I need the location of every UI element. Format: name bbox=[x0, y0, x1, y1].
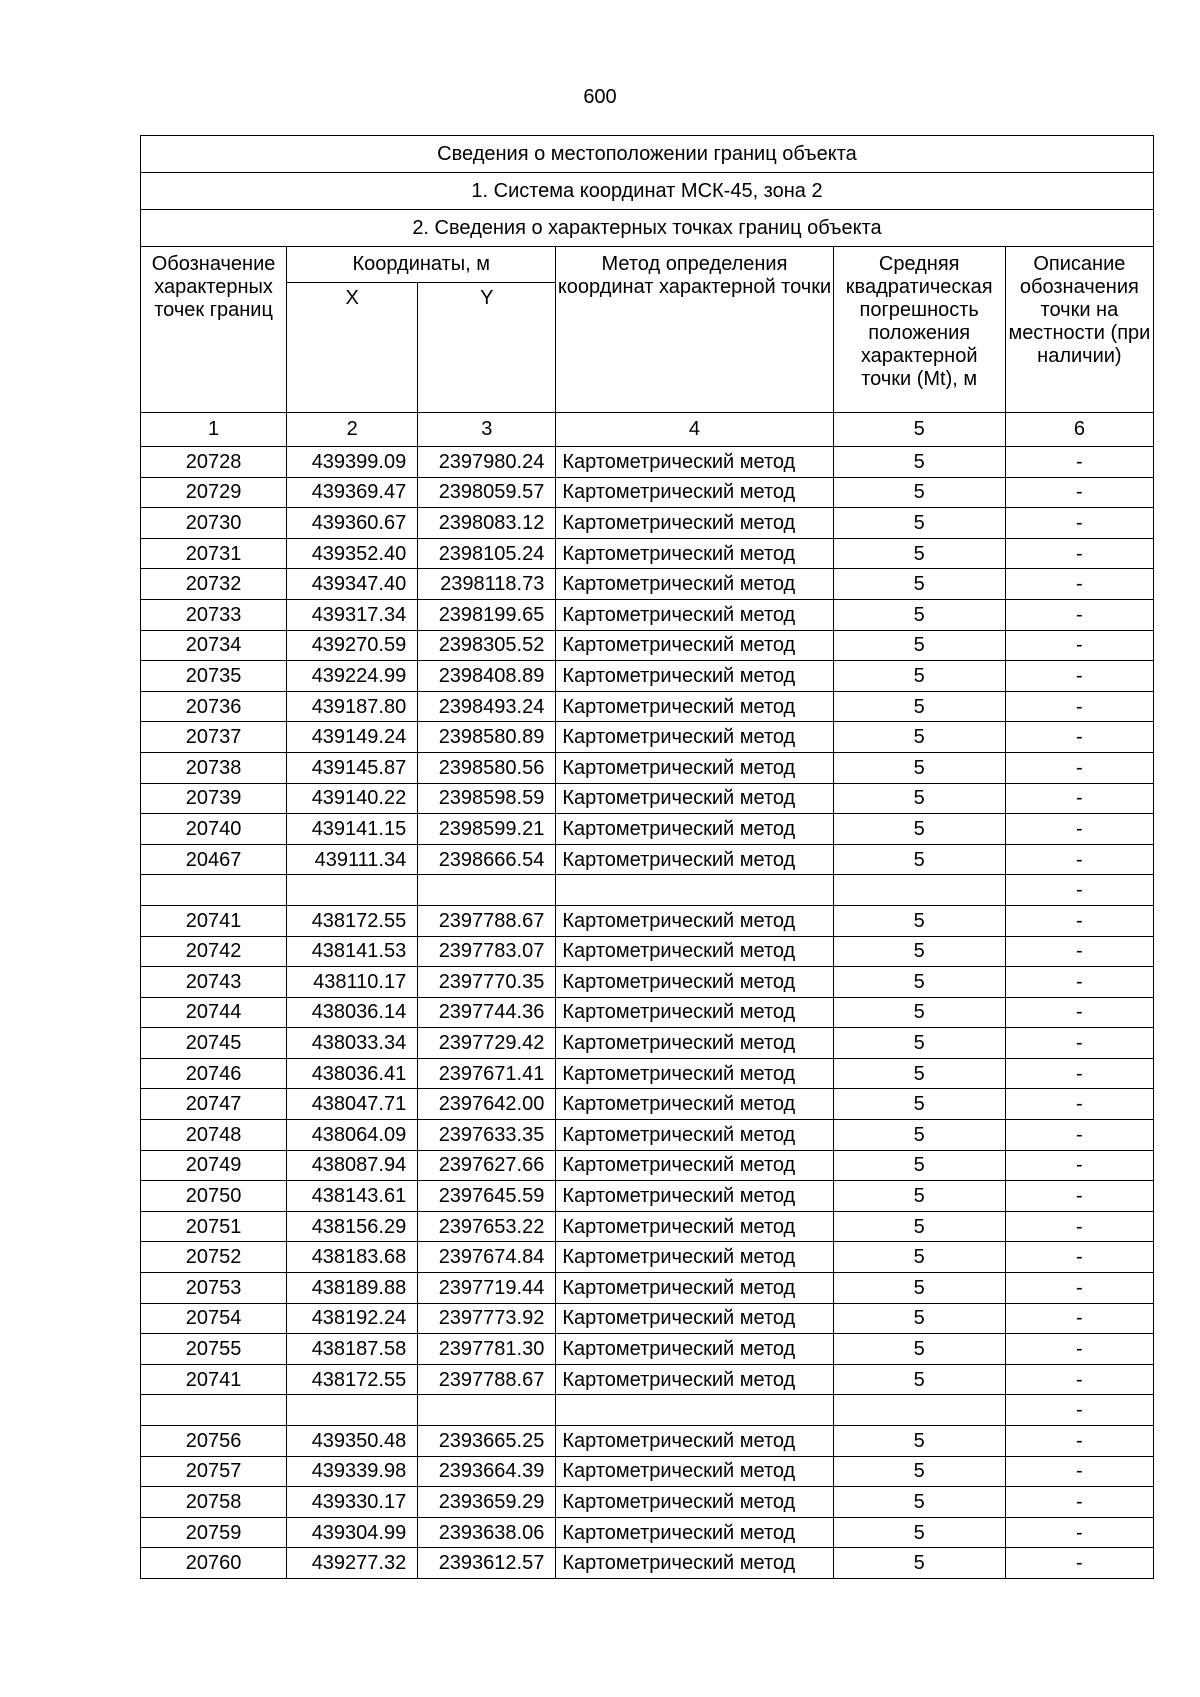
method-cell: Картометрический метод bbox=[556, 1456, 833, 1487]
y-coordinate-cell: 2397788.67 bbox=[418, 1364, 556, 1395]
table-row bbox=[141, 538, 1154, 569]
x-coordinate-cell: 438172.55 bbox=[287, 1364, 418, 1395]
method-cell: Картометрический метод bbox=[556, 997, 833, 1028]
column-number: 3 bbox=[418, 413, 556, 447]
point-id-cell: 20738 bbox=[141, 752, 287, 783]
method-cell: Картометрический метод bbox=[556, 936, 833, 967]
column-number: 4 bbox=[556, 413, 833, 447]
y-coordinate-cell: 2398598.59 bbox=[418, 783, 556, 814]
method-cell: Картометрический метод bbox=[556, 508, 833, 539]
description-cell: - bbox=[1005, 1058, 1153, 1089]
description-cell: - bbox=[1005, 1334, 1153, 1365]
table-row bbox=[141, 1058, 1154, 1089]
point-id-cell: 20731 bbox=[141, 538, 287, 569]
y-coordinate-cell: 2397645.59 bbox=[418, 1181, 556, 1212]
table-row bbox=[141, 1120, 1154, 1151]
description-cell: - bbox=[1005, 1517, 1153, 1548]
mean-error-cell: 5 bbox=[833, 477, 1005, 508]
y-coordinate-cell: 2398105.24 bbox=[418, 538, 556, 569]
table-body bbox=[141, 136, 1154, 1579]
method-cell: Картометрический метод bbox=[556, 630, 833, 661]
table-row bbox=[141, 661, 1154, 692]
y-coordinate-cell: 2398408.89 bbox=[418, 661, 556, 692]
point-id-cell: 20728 bbox=[141, 447, 287, 478]
x-coordinate-cell: 438047.71 bbox=[287, 1089, 418, 1120]
mean-error-cell: 5 bbox=[833, 1456, 1005, 1487]
method-cell: Картометрический метод bbox=[556, 844, 833, 875]
description-cell: - bbox=[1005, 599, 1153, 630]
section-2-row bbox=[141, 210, 1154, 247]
method-cell: Картометрический метод bbox=[556, 1089, 833, 1120]
table-row bbox=[141, 722, 1154, 753]
description-cell: - bbox=[1005, 1364, 1153, 1395]
coordinate-system-heading: 1. Система координат МСК-45, зона 2 bbox=[141, 173, 1154, 210]
mean-error-cell: 5 bbox=[833, 1303, 1005, 1334]
description-cell: - bbox=[1005, 1242, 1153, 1273]
y-coordinate-cell: 2397773.92 bbox=[418, 1303, 556, 1334]
y-coordinate-cell: 2398599.21 bbox=[418, 814, 556, 845]
y-coordinate-cell: 2398199.65 bbox=[418, 599, 556, 630]
table-row bbox=[141, 997, 1154, 1028]
point-id-cell: 20747 bbox=[141, 1089, 287, 1120]
table-row bbox=[141, 875, 1154, 906]
x-coordinate-cell: 439352.40 bbox=[287, 538, 418, 569]
description-cell: - bbox=[1005, 538, 1153, 569]
x-coordinate-cell: 438087.94 bbox=[287, 1150, 418, 1181]
table-row bbox=[141, 1089, 1154, 1120]
header-method: Метод определения координат характерной точки bbox=[556, 247, 833, 413]
point-id-cell: 20737 bbox=[141, 722, 287, 753]
description-cell: - bbox=[1005, 722, 1153, 753]
column-number: 1 bbox=[141, 413, 287, 447]
description-cell: - bbox=[1005, 477, 1153, 508]
x-coordinate-cell: 438143.61 bbox=[287, 1181, 418, 1212]
x-coordinate-cell: 439145.87 bbox=[287, 752, 418, 783]
x-coordinate-cell: 439277.32 bbox=[287, 1548, 418, 1579]
mean-error-cell: 5 bbox=[833, 1211, 1005, 1242]
y-coordinate-cell: 2397674.84 bbox=[418, 1242, 556, 1273]
x-coordinate-cell: 438064.09 bbox=[287, 1120, 418, 1151]
description-cell: - bbox=[1005, 783, 1153, 814]
description-cell: - bbox=[1005, 1303, 1153, 1334]
point-id-cell: 20736 bbox=[141, 691, 287, 722]
header-row bbox=[141, 247, 1154, 283]
point-id-cell: 20743 bbox=[141, 967, 287, 998]
method-cell: Картометрический метод bbox=[556, 967, 833, 998]
mean-error-cell: 5 bbox=[833, 967, 1005, 998]
description-cell: - bbox=[1005, 1395, 1153, 1426]
description-cell: - bbox=[1005, 1089, 1153, 1120]
x-coordinate-cell: 439141.15 bbox=[287, 814, 418, 845]
x-coordinate-cell: 438187.58 bbox=[287, 1334, 418, 1365]
method-cell: Картометрический метод bbox=[556, 447, 833, 478]
point-id-cell: 20467 bbox=[141, 844, 287, 875]
description-cell: - bbox=[1005, 630, 1153, 661]
description-cell: - bbox=[1005, 569, 1153, 600]
point-id-cell: 20741 bbox=[141, 1364, 287, 1395]
section-1-row bbox=[141, 173, 1154, 210]
description-cell: - bbox=[1005, 905, 1153, 936]
y-coordinate-cell bbox=[418, 875, 556, 906]
mean-error-cell: 5 bbox=[833, 447, 1005, 478]
header-coordinates: Координаты, м bbox=[287, 247, 556, 283]
table-row bbox=[141, 814, 1154, 845]
description-cell: - bbox=[1005, 1456, 1153, 1487]
x-coordinate-cell: 439360.67 bbox=[287, 508, 418, 539]
point-id-cell: 20757 bbox=[141, 1456, 287, 1487]
mean-error-cell: 5 bbox=[833, 722, 1005, 753]
description-cell: - bbox=[1005, 844, 1153, 875]
column-number: 2 bbox=[287, 413, 418, 447]
method-cell: Картометрический метод bbox=[556, 1150, 833, 1181]
y-coordinate-cell: 2397729.42 bbox=[418, 1028, 556, 1059]
table-row bbox=[141, 1456, 1154, 1487]
description-cell: - bbox=[1005, 1426, 1153, 1457]
table-row bbox=[141, 508, 1154, 539]
description-cell: - bbox=[1005, 1120, 1153, 1151]
table-row bbox=[141, 1426, 1154, 1457]
description-cell: - bbox=[1005, 814, 1153, 845]
description-cell: - bbox=[1005, 1487, 1153, 1518]
table-row bbox=[141, 1028, 1154, 1059]
mean-error-cell: 5 bbox=[833, 1058, 1005, 1089]
method-cell: Картометрический метод bbox=[556, 477, 833, 508]
mean-error-cell: 5 bbox=[833, 1334, 1005, 1365]
x-coordinate-cell: 439347.40 bbox=[287, 569, 418, 600]
y-coordinate-cell: 2398580.56 bbox=[418, 752, 556, 783]
mean-error-cell: 5 bbox=[833, 661, 1005, 692]
y-coordinate-cell: 2393638.06 bbox=[418, 1517, 556, 1548]
table-row bbox=[141, 1211, 1154, 1242]
mean-error-cell: 5 bbox=[833, 1364, 1005, 1395]
boundary-points-table bbox=[140, 135, 1154, 1579]
table-row bbox=[141, 1548, 1154, 1579]
method-cell: Картометрический метод bbox=[556, 905, 833, 936]
point-id-cell: 20741 bbox=[141, 905, 287, 936]
column-numbers-row bbox=[141, 413, 1154, 447]
method-cell: Картометрический метод bbox=[556, 1548, 833, 1579]
point-id-cell: 20759 bbox=[141, 1517, 287, 1548]
x-coordinate-cell: 439317.34 bbox=[287, 599, 418, 630]
mean-error-cell: 5 bbox=[833, 630, 1005, 661]
method-cell: Картометрический метод bbox=[556, 599, 833, 630]
point-id-cell: 20752 bbox=[141, 1242, 287, 1273]
description-cell: - bbox=[1005, 752, 1153, 783]
x-coordinate-cell: 438189.88 bbox=[287, 1273, 418, 1304]
point-id-cell bbox=[141, 1395, 287, 1426]
mean-error-cell: 5 bbox=[833, 1120, 1005, 1151]
y-coordinate-cell: 2398666.54 bbox=[418, 844, 556, 875]
point-id-cell: 20730 bbox=[141, 508, 287, 539]
mean-error-cell: 5 bbox=[833, 783, 1005, 814]
mean-error-cell: 5 bbox=[833, 538, 1005, 569]
mean-error-cell: 5 bbox=[833, 1273, 1005, 1304]
method-cell: Картометрический метод bbox=[556, 722, 833, 753]
y-coordinate-cell: 2397744.36 bbox=[418, 997, 556, 1028]
mean-error-cell: 5 bbox=[833, 1089, 1005, 1120]
table-row bbox=[141, 783, 1154, 814]
y-coordinate-cell: 2397980.24 bbox=[418, 447, 556, 478]
table-row bbox=[141, 752, 1154, 783]
mean-error-cell bbox=[833, 1395, 1005, 1426]
x-coordinate-cell: 438192.24 bbox=[287, 1303, 418, 1334]
y-coordinate-cell: 2393659.29 bbox=[418, 1487, 556, 1518]
method-cell bbox=[556, 875, 833, 906]
point-id-cell: 20751 bbox=[141, 1211, 287, 1242]
mean-error-cell: 5 bbox=[833, 1181, 1005, 1212]
mean-error-cell: 5 bbox=[833, 599, 1005, 630]
x-coordinate-cell: 439140.22 bbox=[287, 783, 418, 814]
mean-error-cell: 5 bbox=[833, 1028, 1005, 1059]
point-id-cell: 20732 bbox=[141, 569, 287, 600]
y-coordinate-cell bbox=[418, 1395, 556, 1426]
method-cell: Картометрический метод bbox=[556, 1517, 833, 1548]
table-row bbox=[141, 477, 1154, 508]
description-cell: - bbox=[1005, 1028, 1153, 1059]
mean-error-cell: 5 bbox=[833, 997, 1005, 1028]
y-coordinate-cell: 2397627.66 bbox=[418, 1150, 556, 1181]
y-coordinate-cell: 2393612.57 bbox=[418, 1548, 556, 1579]
table-row bbox=[141, 630, 1154, 661]
method-cell: Картометрический метод bbox=[556, 569, 833, 600]
mean-error-cell: 5 bbox=[833, 508, 1005, 539]
y-coordinate-cell: 2393664.39 bbox=[418, 1456, 556, 1487]
page-number: 600 bbox=[583, 86, 617, 108]
description-cell: - bbox=[1005, 691, 1153, 722]
mean-error-cell: 5 bbox=[833, 1426, 1005, 1457]
y-coordinate-cell: 2393665.25 bbox=[418, 1426, 556, 1457]
method-cell: Картометрический метод bbox=[556, 1181, 833, 1212]
x-coordinate-cell: 439270.59 bbox=[287, 630, 418, 661]
point-id-cell: 20739 bbox=[141, 783, 287, 814]
x-coordinate-cell: 438036.14 bbox=[287, 997, 418, 1028]
header-x: X bbox=[287, 283, 418, 413]
y-coordinate-cell: 2397781.30 bbox=[418, 1334, 556, 1365]
table-row bbox=[141, 905, 1154, 936]
mean-error-cell: 5 bbox=[833, 936, 1005, 967]
x-coordinate-cell: 439224.99 bbox=[287, 661, 418, 692]
x-coordinate-cell: 439149.24 bbox=[287, 722, 418, 753]
description-cell: - bbox=[1005, 1150, 1153, 1181]
table-title: Сведения о местоположении границ объекта bbox=[141, 136, 1154, 173]
x-coordinate-cell: 438183.68 bbox=[287, 1242, 418, 1273]
y-coordinate-cell: 2398059.57 bbox=[418, 477, 556, 508]
point-id-cell: 20745 bbox=[141, 1028, 287, 1059]
point-id-cell: 20755 bbox=[141, 1334, 287, 1365]
y-coordinate-cell: 2397653.22 bbox=[418, 1211, 556, 1242]
method-cell: Картометрический метод bbox=[556, 783, 833, 814]
method-cell: Картометрический метод bbox=[556, 1028, 833, 1059]
point-id-cell bbox=[141, 875, 287, 906]
point-id-cell: 20749 bbox=[141, 1150, 287, 1181]
description-cell: - bbox=[1005, 997, 1153, 1028]
x-coordinate-cell: 439339.98 bbox=[287, 1456, 418, 1487]
table-title-row bbox=[141, 136, 1154, 173]
y-coordinate-cell: 2397770.35 bbox=[418, 967, 556, 998]
y-coordinate-cell: 2398305.52 bbox=[418, 630, 556, 661]
method-cell: Картометрический метод bbox=[556, 1211, 833, 1242]
point-id-cell: 20750 bbox=[141, 1181, 287, 1212]
x-coordinate-cell bbox=[287, 1395, 418, 1426]
mean-error-cell: 5 bbox=[833, 569, 1005, 600]
header-point-name: Обозначение характерных точек границ bbox=[141, 247, 287, 413]
mean-error-cell: 5 bbox=[833, 1487, 1005, 1518]
mean-error-cell: 5 bbox=[833, 844, 1005, 875]
y-coordinate-cell: 2397671.41 bbox=[418, 1058, 556, 1089]
mean-error-cell: 5 bbox=[833, 814, 1005, 845]
header-description: Описание обозначения точки на местности (при наличии) bbox=[1005, 247, 1153, 413]
column-number: 5 bbox=[833, 413, 1005, 447]
table-row bbox=[141, 1517, 1154, 1548]
description-cell: - bbox=[1005, 1548, 1153, 1579]
x-coordinate-cell: 439369.47 bbox=[287, 477, 418, 508]
table-row bbox=[141, 1303, 1154, 1334]
x-coordinate-cell: 439111.34 bbox=[287, 844, 418, 875]
point-id-cell: 20742 bbox=[141, 936, 287, 967]
table-row bbox=[141, 447, 1154, 478]
table-row bbox=[141, 1150, 1154, 1181]
y-coordinate-cell: 2397783.07 bbox=[418, 936, 556, 967]
mean-error-cell: 5 bbox=[833, 1548, 1005, 1579]
mean-error-cell: 5 bbox=[833, 1517, 1005, 1548]
method-cell: Картометрический метод bbox=[556, 1242, 833, 1273]
table-row bbox=[141, 691, 1154, 722]
y-coordinate-cell: 2397788.67 bbox=[418, 905, 556, 936]
description-cell: - bbox=[1005, 1211, 1153, 1242]
mean-error-cell: 5 bbox=[833, 1150, 1005, 1181]
y-coordinate-cell: 2398083.12 bbox=[418, 508, 556, 539]
table-row bbox=[141, 844, 1154, 875]
y-coordinate-cell: 2397633.35 bbox=[418, 1120, 556, 1151]
x-coordinate-cell: 438156.29 bbox=[287, 1211, 418, 1242]
x-coordinate-cell: 439187.80 bbox=[287, 691, 418, 722]
x-coordinate-cell: 438033.34 bbox=[287, 1028, 418, 1059]
point-id-cell: 20756 bbox=[141, 1426, 287, 1457]
description-cell: - bbox=[1005, 936, 1153, 967]
x-coordinate-cell: 438036.41 bbox=[287, 1058, 418, 1089]
x-coordinate-cell: 439350.48 bbox=[287, 1426, 418, 1457]
point-id-cell: 20758 bbox=[141, 1487, 287, 1518]
point-id-cell: 20760 bbox=[141, 1548, 287, 1579]
table-row bbox=[141, 1181, 1154, 1212]
y-coordinate-cell: 2397642.00 bbox=[418, 1089, 556, 1120]
method-cell: Картометрический метод bbox=[556, 1364, 833, 1395]
table-row bbox=[141, 599, 1154, 630]
method-cell: Картометрический метод bbox=[556, 538, 833, 569]
method-cell: Картометрический метод bbox=[556, 1303, 833, 1334]
description-cell: - bbox=[1005, 875, 1153, 906]
method-cell: Картометрический метод bbox=[556, 1273, 833, 1304]
description-cell: - bbox=[1005, 508, 1153, 539]
method-cell: Картометрический метод bbox=[556, 814, 833, 845]
mean-error-cell: 5 bbox=[833, 691, 1005, 722]
table-row bbox=[141, 569, 1154, 600]
method-cell: Картометрический метод bbox=[556, 1334, 833, 1365]
point-id-cell: 20754 bbox=[141, 1303, 287, 1334]
x-coordinate-cell: 439399.09 bbox=[287, 447, 418, 478]
x-coordinate-cell: 438110.17 bbox=[287, 967, 418, 998]
method-cell: Картометрический метод bbox=[556, 752, 833, 783]
point-id-cell: 20744 bbox=[141, 997, 287, 1028]
mean-error-cell: 5 bbox=[833, 905, 1005, 936]
point-id-cell: 20746 bbox=[141, 1058, 287, 1089]
point-id-cell: 20748 bbox=[141, 1120, 287, 1151]
point-id-cell: 20753 bbox=[141, 1273, 287, 1304]
description-cell: - bbox=[1005, 447, 1153, 478]
method-cell bbox=[556, 1395, 833, 1426]
table-row bbox=[141, 1364, 1154, 1395]
mean-error-cell: 5 bbox=[833, 752, 1005, 783]
description-cell: - bbox=[1005, 661, 1153, 692]
table-row bbox=[141, 1273, 1154, 1304]
point-id-cell: 20740 bbox=[141, 814, 287, 845]
x-coordinate-cell: 438141.53 bbox=[287, 936, 418, 967]
method-cell: Картометрический метод bbox=[556, 661, 833, 692]
header-mean-error: Средняя квадратическая погрешность положения характерной точки (Mt), м bbox=[833, 247, 1005, 413]
x-coordinate-cell: 438172.55 bbox=[287, 905, 418, 936]
y-coordinate-cell: 2398580.89 bbox=[418, 722, 556, 753]
method-cell: Картометрический метод bbox=[556, 1120, 833, 1151]
table-row bbox=[141, 936, 1154, 967]
y-coordinate-cell: 2398493.24 bbox=[418, 691, 556, 722]
description-cell: - bbox=[1005, 967, 1153, 998]
point-id-cell: 20734 bbox=[141, 630, 287, 661]
method-cell: Картометрический метод bbox=[556, 1058, 833, 1089]
x-coordinate-cell: 439304.99 bbox=[287, 1517, 418, 1548]
y-coordinate-cell: 2398118.73 bbox=[418, 569, 556, 600]
method-cell: Картометрический метод bbox=[556, 1487, 833, 1518]
description-cell: - bbox=[1005, 1181, 1153, 1212]
table-row bbox=[141, 1334, 1154, 1365]
mean-error-cell bbox=[833, 875, 1005, 906]
point-id-cell: 20733 bbox=[141, 599, 287, 630]
description-cell: - bbox=[1005, 1273, 1153, 1304]
table-row bbox=[141, 1487, 1154, 1518]
point-id-cell: 20735 bbox=[141, 661, 287, 692]
table-row bbox=[141, 967, 1154, 998]
y-coordinate-cell: 2397719.44 bbox=[418, 1273, 556, 1304]
points-section-heading: 2. Сведения о характерных точках границ объекта bbox=[141, 210, 1154, 247]
header-y: Y bbox=[418, 283, 556, 413]
x-coordinate-cell bbox=[287, 875, 418, 906]
table-row bbox=[141, 1242, 1154, 1273]
method-cell: Картометрический метод bbox=[556, 1426, 833, 1457]
table-row bbox=[141, 1395, 1154, 1426]
mean-error-cell: 5 bbox=[833, 1242, 1005, 1273]
x-coordinate-cell: 439330.17 bbox=[287, 1487, 418, 1518]
column-number: 6 bbox=[1005, 413, 1153, 447]
point-id-cell: 20729 bbox=[141, 477, 287, 508]
method-cell: Картометрический метод bbox=[556, 691, 833, 722]
